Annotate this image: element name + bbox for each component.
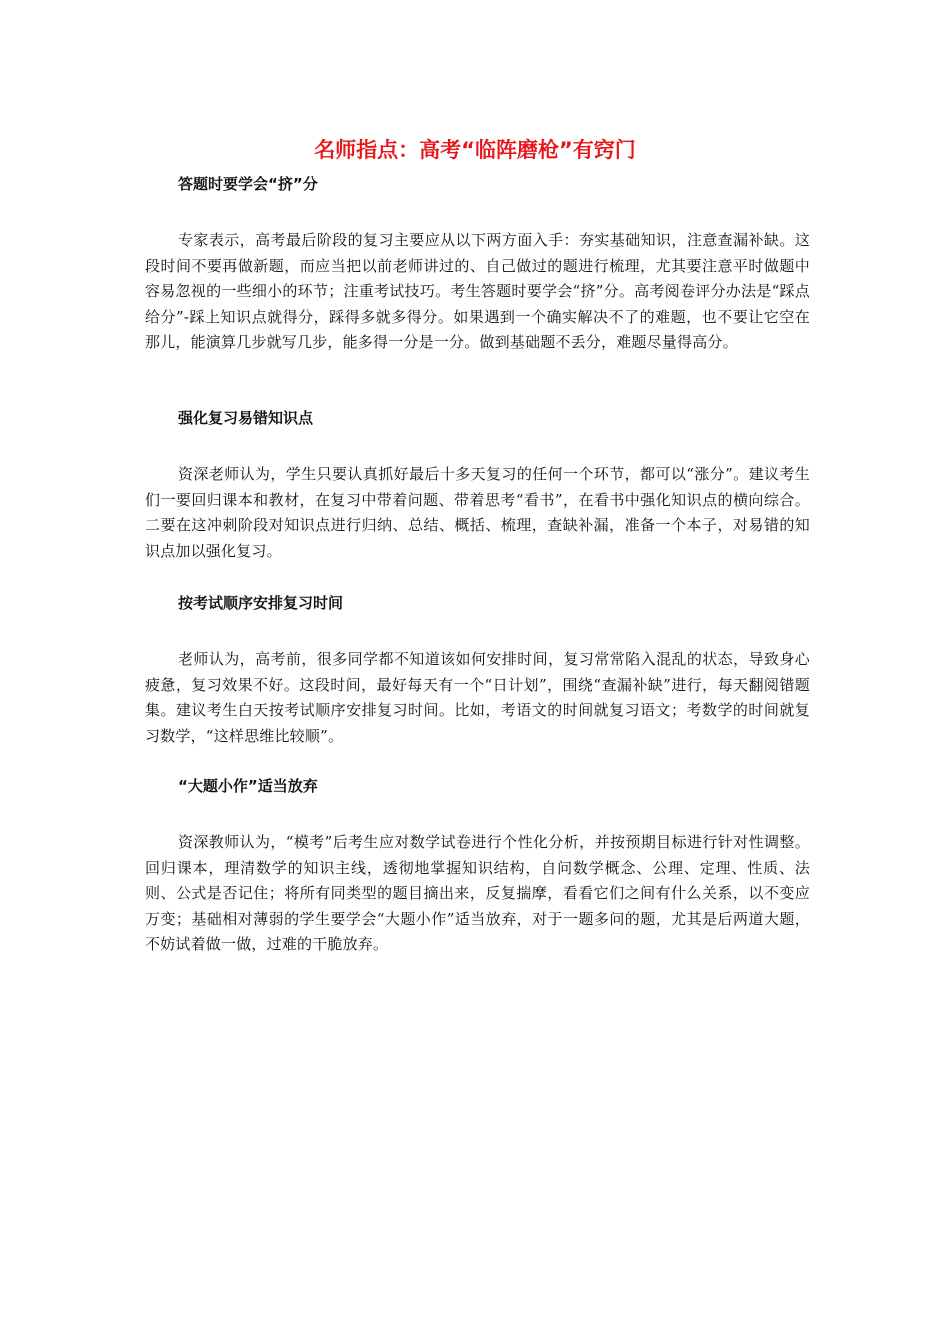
section-squeeze-points [145, 172, 810, 356]
section-paragraph: 资深老师认为，学生只要认真抓好最后十多天复习的任何一个环节，都可以“涨分”。建议考生们一要回归课本和教材，在复习中带着问题、带着思考“看书”，在看书中强化知识点的横向综合。二要在这冲刺阶段对知识点进行归纳、总结、概括、梳理，查缺补漏，准备一个本子，对易错的知识点加以强化复习。 [145, 465, 810, 560]
section-error-prone-points [145, 406, 810, 564]
section-paragraph: 资深教师认为，“模考”后考生应对数学试卷进行个性化分析，并按预期目标进行针对性调整。回归课本，理清数学的知识主线，透彻地掌握知识结构，自问数学概念、公理、定理、性质、法则、公式是否记住；将所有同类型的题目摘出来，反复揣摩，看看它们之间有什么关系，以不变应万变；基础相对薄弱的学生要学会“大题小作”适当放弃，对于一题多问的题，尤其是后两道大题，不妨试着做一做，过难的干脆放弃。 [145, 833, 810, 953]
section-big-questions [145, 774, 810, 958]
section-heading: 按考试顺序安排复习时间 [178, 594, 344, 612]
section-heading: “大题小作”适当放弃 [178, 777, 318, 795]
document-title: 名师指点：高考“临阵磨枪”有窍门 [314, 138, 636, 163]
section-paragraph: 老师认为，高考前，很多同学都不知道该如何安排时间，复习常常陷入混乱的状态，导致身心疲惫，复习效果不好。这段时间，最好每天有一个“日计划”，围绕“查漏补缺”进行，每天翻阅错题集。建议考生白天按考试顺序安排复习时间。比如，考语文的时间就复习语文；考数学的时间就复习数学，“这样思维比较顺”。 [145, 650, 810, 745]
section-paragraph: 专家表示，高考最后阶段的复习主要应从以下两方面入手：夯实基础知识，注意查漏补缺。这段时间不要再做新题，而应当把以前老师讲过的、自己做过的题进行梳理，尤其要注意平时做题中容易忽视的一些细小的环节；注重考试技巧。考生答题时要学会“挤”分。高考阅卷评分办法是“踩点给分”-踩上知识点就得分，踩得多就多得分。如果遇到一个确实解决不了的难题，也不要让它空在那儿，能演算几步就写几步，能多得一分是一分。做到基础题不丢分，难题尽量得高分。 [145, 231, 810, 351]
section-exam-order-schedule [145, 591, 810, 749]
section-heading: 强化复习易错知识点 [178, 409, 314, 427]
section-heading: 答题时要学会“挤”分 [178, 175, 318, 193]
